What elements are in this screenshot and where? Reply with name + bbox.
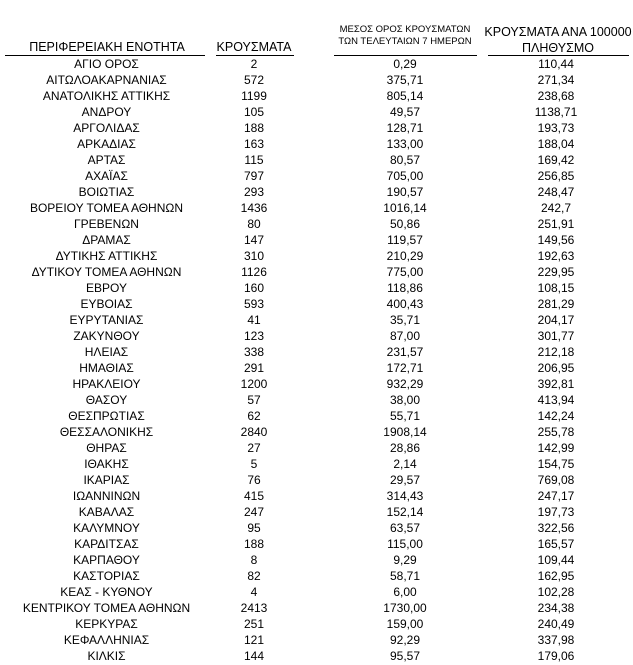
- per100k-cell: 1138,71: [534, 105, 578, 119]
- per100k-cell: 212,18: [537, 345, 575, 359]
- region-cell: ΚΙΛΚΙΣ: [87, 649, 126, 663]
- cases-cell: 2413: [240, 601, 268, 615]
- cases-cell: 144: [243, 649, 265, 663]
- table-row: [0, 104, 633, 120]
- per100k-cell: 337,98: [537, 633, 575, 647]
- cases-cell: 2840: [240, 425, 268, 439]
- region-cell: ΗΜΑΘΙΑΣ: [79, 361, 134, 375]
- table-row: [0, 280, 633, 296]
- table-row: [0, 504, 633, 520]
- cases-cell: 593: [243, 297, 265, 311]
- avg7-cell: 29,57: [389, 473, 421, 487]
- cases-cell: 2: [250, 57, 258, 71]
- cases-cell: 105: [243, 105, 265, 119]
- per100k-cell: 301,77: [537, 329, 575, 343]
- per100k-cell: 247,17: [537, 489, 575, 503]
- cases-cell: 293: [243, 185, 265, 199]
- per100k-cell: 206,95: [537, 361, 575, 375]
- table-row: [0, 552, 633, 568]
- region-cell: ΙΚΑΡΙΑΣ: [83, 473, 130, 487]
- table-row: [0, 440, 633, 456]
- region-cell: ΔΥΤΙΚΗΣ ΑΤΤΙΚΗΣ: [55, 249, 158, 263]
- table-row: [0, 248, 633, 264]
- table-row: [0, 472, 633, 488]
- region-cell: ΚΑΡΔΙΤΣΑΣ: [74, 537, 139, 551]
- cases-cell: 572: [243, 73, 265, 87]
- per100k-cell: 108,15: [537, 281, 575, 295]
- region-cell: ΔΡΑΜΑΣ: [82, 233, 131, 247]
- avg7-cell: 0,29: [393, 57, 417, 71]
- per100k-cell: 413,94: [537, 393, 575, 407]
- table-row: [0, 56, 633, 72]
- per100k-cell: 193,73: [537, 121, 575, 135]
- per100k-cell: 197,73: [537, 505, 575, 519]
- avg7-cell: 49,57: [389, 105, 421, 119]
- avg7-cell: 210,29: [386, 249, 424, 263]
- per100k-cell: 256,85: [537, 169, 575, 183]
- cases-cell: 1126: [241, 265, 267, 279]
- per100k-cell: 392,81: [537, 377, 575, 391]
- avg7-cell: 1908,14: [383, 425, 427, 439]
- per100k-cell: 248,47: [537, 185, 575, 199]
- avg7-cell: 50,86: [389, 217, 421, 231]
- per100k-cell: 142,99: [537, 441, 575, 455]
- region-cell: ΕΥΡΥΤΑΝΙΑΣ: [69, 313, 144, 327]
- region-cell: ΑΡΓΟΛΙΔΑΣ: [73, 121, 140, 135]
- region-cell: ΑΓΙΟ ΟΡΟΣ: [74, 57, 139, 71]
- cases-cell: 147: [243, 233, 265, 247]
- per100k-cell: 281,29: [537, 297, 575, 311]
- table-row: [0, 264, 633, 280]
- region-cell: ΕΒΡΟΥ: [86, 281, 127, 295]
- per100k-cell: 162,95: [537, 569, 575, 583]
- table-row: [0, 120, 633, 136]
- avg7-cell: 95,57: [389, 649, 421, 663]
- table-row: [0, 648, 633, 664]
- header-cases-label: ΚΡΟΥΣΜΑΤΑ: [216, 40, 292, 54]
- table-row: [0, 456, 633, 472]
- region-cell: ΔΥΤΙΚΟΥ ΤΟΜΕΑ ΑΘΗΝΩΝ: [31, 265, 182, 279]
- region-cell: ΑΝΔΡΟΥ: [81, 105, 132, 119]
- header-avg7-line1: ΜΕΣΟΣ ΟΡΟΣ ΚΡΟΥΣΜΑΤΩΝ: [339, 24, 471, 35]
- region-cell: ΚΑΛΥΜΝΟΥ: [73, 521, 140, 535]
- cases-cell: 121: [243, 633, 265, 647]
- per100k-cell: 242,7: [540, 201, 572, 215]
- table-row: [0, 88, 633, 104]
- cases-cell: 188: [243, 121, 265, 135]
- cases-cell: 163: [243, 137, 265, 151]
- per100k-cell: 169,42: [537, 153, 575, 167]
- per100k-cell: 165,57: [537, 537, 575, 551]
- region-cell: ΚΕΡΚΥΡΑΣ: [75, 617, 138, 631]
- region-cell: ΗΛΕΙΑΣ: [84, 345, 129, 359]
- cases-cell: 5: [250, 457, 258, 471]
- avg7-cell: 9,29: [393, 553, 417, 567]
- per100k-cell: 240,49: [537, 617, 575, 631]
- avg7-cell: 190,57: [386, 185, 424, 199]
- region-cell: ΚΕΦΑΛΛΗΝΙΑΣ: [63, 633, 150, 647]
- header-per100k-line2: ΠΛΗΘΥΣΜΟ: [522, 41, 594, 55]
- cases-cell: 4: [250, 585, 258, 599]
- cases-cell: 188: [243, 537, 265, 551]
- region-cell: ΚΕΝΤΡΙΚΟΥ ΤΟΜΕΑ ΑΘΗΝΩΝ: [22, 601, 191, 615]
- cases-cell: 123: [243, 329, 265, 343]
- avg7-cell: 80,57: [389, 153, 421, 167]
- cases-cell: 1200: [240, 377, 268, 391]
- cases-cell: 1436: [240, 201, 268, 215]
- header-avg7-line2: ΤΩΝ ΤΕΛΕΥΤΑΙΩΝ 7 ΗΜΕΡΩΝ: [338, 36, 472, 47]
- avg7-cell: 775,00: [386, 265, 424, 279]
- cases-cell: 310: [243, 249, 265, 263]
- header-avg7: [330, 24, 480, 48]
- avg7-cell: 118,86: [387, 281, 423, 295]
- cases-cell: 291: [243, 361, 265, 375]
- avg7-cell: 705,00: [386, 169, 424, 183]
- avg7-cell: 128,71: [386, 121, 424, 135]
- table-row: [0, 376, 633, 392]
- cases-cell: 415: [243, 489, 265, 503]
- table-row: [0, 360, 633, 376]
- region-cell: ΙΩΑΝΝΙΝΩΝ: [72, 489, 141, 503]
- header-region-label: ΠΕΡΙΦΕΡΕΙΑΚΗ ΕΝΟΤΗΤΑ: [29, 40, 185, 54]
- table-row: [0, 600, 633, 616]
- cases-cell: 76: [247, 473, 261, 487]
- cases-cell: 41: [247, 313, 261, 327]
- avg7-cell: 28,86: [389, 441, 421, 455]
- table-row: [0, 168, 633, 184]
- cases-cell: 95: [247, 521, 261, 535]
- avg7-cell: 6,00: [393, 585, 417, 599]
- per100k-cell: 110,44: [538, 57, 574, 71]
- region-cell: ΑΡΤΑΣ: [87, 153, 126, 167]
- per100k-cell: 229,95: [537, 265, 575, 279]
- avg7-cell: 172,71: [386, 361, 424, 375]
- cases-cell: 797: [243, 169, 265, 183]
- per100k-cell: 322,56: [537, 521, 575, 535]
- per100k-cell: 142,24: [537, 409, 575, 423]
- avg7-cell: 55,71: [389, 409, 421, 423]
- region-cell: ΕΥΒΟΙΑΣ: [80, 297, 133, 311]
- avg7-cell: 375,71: [386, 73, 424, 87]
- cases-cell: 160: [243, 281, 265, 295]
- cases-cell: 247: [243, 505, 265, 519]
- region-cell: ΑΝΑΤΟΛΙΚΗΣ ΑΤΤΙΚΗΣ: [42, 89, 171, 103]
- region-cell: ΒΟΙΩΤΙΑΣ: [78, 185, 135, 199]
- cases-cell: 1199: [241, 89, 267, 103]
- table-row: [0, 408, 633, 424]
- cases-cell: 82: [247, 569, 261, 583]
- table-row: [0, 296, 633, 312]
- per100k-cell: 192,63: [537, 249, 575, 263]
- table-row: [0, 616, 633, 632]
- table-row: [0, 568, 633, 584]
- cases-cell: 338: [243, 345, 265, 359]
- cases-cell: 27: [247, 441, 261, 455]
- table-row: [0, 72, 633, 88]
- table-row: [0, 216, 633, 232]
- per100k-cell: 204,17: [537, 313, 575, 327]
- region-cell: ΑΡΚΑΔΙΑΣ: [77, 137, 136, 151]
- avg7-cell: 35,71: [389, 313, 421, 327]
- region-cell: ΓΡΕΒΕΝΩΝ: [74, 217, 139, 231]
- per100k-cell: 154,75: [537, 457, 575, 471]
- region-cell: ΙΘΑΚΗΣ: [84, 457, 129, 471]
- table-row: [0, 488, 633, 504]
- table-row: [0, 536, 633, 552]
- avg7-cell: 152,14: [386, 505, 424, 519]
- table-row: [0, 328, 633, 344]
- avg7-cell: 1730,00: [383, 601, 427, 615]
- avg7-cell: 805,14: [386, 89, 424, 103]
- avg7-cell: 159,00: [386, 617, 424, 631]
- cases-cell: 80: [247, 217, 261, 231]
- cases-cell: 62: [247, 409, 261, 423]
- region-cell: ΑΧΑΪΑΣ: [85, 169, 128, 183]
- table-row: [0, 392, 633, 408]
- per100k-cell: 179,06: [537, 649, 575, 663]
- avg7-cell: 119,57: [387, 233, 423, 247]
- table-row: [0, 136, 633, 152]
- per100k-cell: 149,56: [537, 233, 575, 247]
- avg7-cell: 1016,14: [383, 201, 427, 215]
- table-row: [0, 344, 633, 360]
- header-cases: [206, 40, 302, 54]
- region-cell: ΘΕΣΣΑΛΟΝΙΚΗΣ: [59, 425, 154, 439]
- table-row: [0, 424, 633, 440]
- region-cell: ΒΟΡΕΙΟΥ ΤΟΜΕΑ ΑΘΗΝΩΝ: [29, 201, 184, 215]
- avg7-cell: 314,43: [386, 489, 424, 503]
- table-row: [0, 152, 633, 168]
- region-cell: ΚΑΣΤΟΡΙΑΣ: [73, 569, 140, 583]
- region-cell: ΘΕΣΠΡΩΤΙΑΣ: [68, 409, 145, 423]
- cases-cell: 8: [250, 553, 258, 567]
- region-cell: ΗΡΑΚΛΕΙΟΥ: [72, 377, 141, 391]
- per100k-cell: 251,91: [537, 217, 575, 231]
- region-cell: ΚΑΡΠΑΘΟΥ: [73, 553, 140, 567]
- cases-cell: 115: [244, 153, 264, 167]
- region-cell: ΑΙΤΩΛΟΑΚΑΡΝΑΝΙΑΣ: [46, 73, 167, 87]
- region-cell: ΘΗΡΑΣ: [86, 441, 127, 455]
- avg7-cell: 400,43: [386, 297, 424, 311]
- per100k-cell: 769,08: [537, 473, 575, 487]
- table-body: [0, 56, 633, 664]
- cases-cell: 57: [247, 393, 261, 407]
- avg7-cell: 63,57: [389, 521, 421, 535]
- region-cell: ΚΑΒΑΛΑΣ: [78, 505, 135, 519]
- table-row: [0, 584, 633, 600]
- table-row: [0, 184, 633, 200]
- avg7-cell: 2,14: [393, 457, 417, 471]
- avg7-cell: 87,00: [389, 329, 421, 343]
- avg7-cell: 115,00: [387, 537, 423, 551]
- per100k-cell: 188,04: [537, 137, 575, 151]
- per100k-cell: 255,78: [537, 425, 575, 439]
- avg7-cell: 932,29: [386, 377, 424, 391]
- region-cell: ΖΑΚΥΝΘΟΥ: [73, 329, 140, 343]
- avg7-cell: 133,00: [386, 137, 424, 151]
- per100k-cell: 271,34: [537, 73, 575, 87]
- table-row: [0, 312, 633, 328]
- table-row: [0, 200, 633, 216]
- cases-cell: 251: [243, 617, 265, 631]
- per100k-cell: 109,44: [537, 553, 575, 567]
- avg7-cell: 58,71: [389, 569, 421, 583]
- header-per100k: [483, 24, 633, 56]
- header-per100k-line1: ΚΡΟΥΣΜΑΤΑ ΑΝΑ 100000: [484, 25, 632, 39]
- region-cell: ΘΑΣΟΥ: [85, 393, 128, 407]
- table-row: [0, 632, 633, 648]
- table-row: [0, 232, 633, 248]
- avg7-cell: 231,57: [386, 345, 424, 359]
- header-region: [0, 40, 214, 54]
- region-cell: ΚΕΑΣ - ΚΥΘΝΟΥ: [60, 585, 153, 599]
- per100k-cell: 234,38: [537, 601, 575, 615]
- per100k-cell: 238,68: [537, 89, 575, 103]
- per100k-cell: 102,28: [537, 585, 575, 599]
- avg7-cell: 38,00: [389, 393, 421, 407]
- table-row: [0, 520, 633, 536]
- avg7-cell: 92,29: [389, 633, 421, 647]
